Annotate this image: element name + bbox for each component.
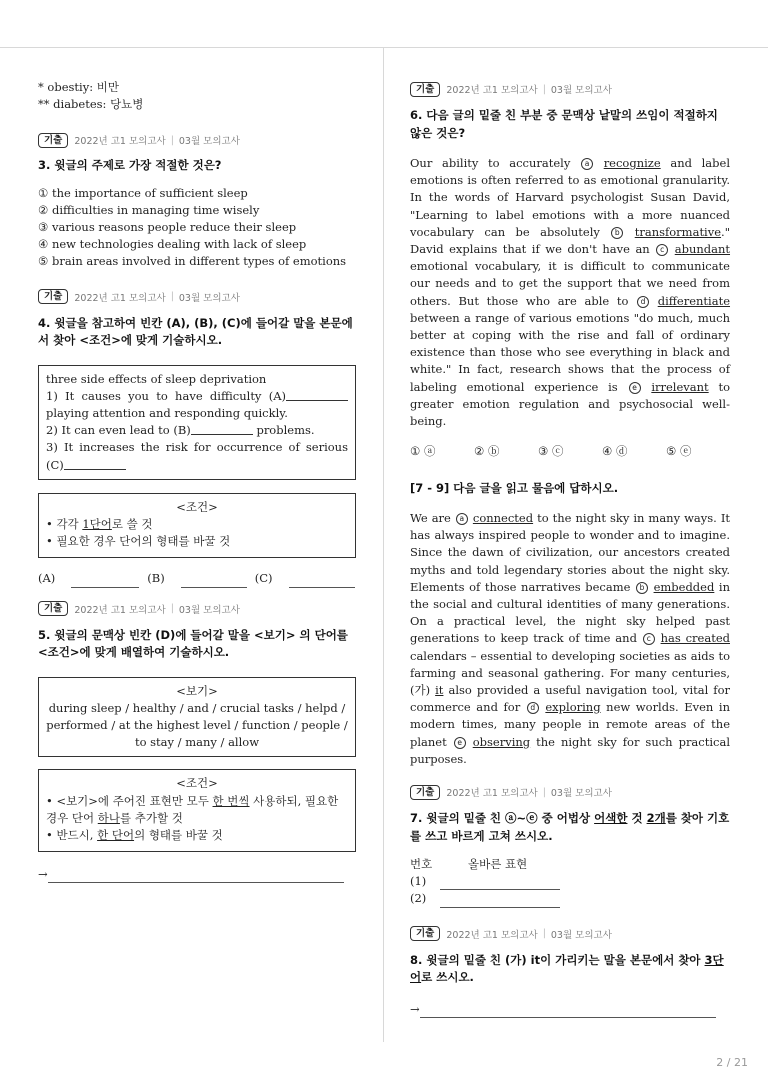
arrow-icon: →: [410, 1001, 420, 1016]
choice: ② difficulties in managing time wisely: [38, 202, 260, 217]
exam-year: 2022년 고1 모의고사: [74, 604, 166, 616]
box-heading: three side effects of sleep deprivation: [46, 371, 267, 386]
exam-year: 2022년 고1 모의고사: [74, 136, 166, 147]
answer-line[interactable]: [440, 877, 560, 890]
answer-blank-c[interactable]: [289, 575, 355, 588]
question-8-title: 8. 윗글의 밑줄 친 (가) it이 가리키는 말을 본문에서 찾아 3단어로 쓰시오.: [410, 952, 724, 985]
exam-month: 03월 모의고사: [550, 929, 612, 941]
box-line: 2) It can even lead to (B) problems.: [46, 423, 315, 438]
right-column: [410, 60, 730, 1018]
choice[interactable]: ① ⓐ: [410, 444, 436, 459]
choice[interactable]: ② ⓑ: [474, 444, 500, 459]
question-5-title: 5. 윗글의 문맥상 빈칸 (D)에 들어갈 말을 <보기> 의 단어를 <조건>에 맞게 배열하여 기술하시오.: [38, 627, 348, 660]
column-divider: [383, 48, 384, 1042]
table-header: [410, 856, 730, 873]
choice[interactable]: ④ ⓓ: [602, 444, 628, 459]
exam-badge: 기출: [38, 289, 68, 304]
exam-badge: 기출: [410, 82, 440, 97]
exam-month: 03월 모의고사: [178, 292, 240, 304]
question-4-title: 4. 윗글을 참고하여 빈칸 (A), (B), (C)에 들어갈 말을 본문에서 찾아 <조건>에 맞게 기술하시오.: [38, 315, 353, 348]
condition: • 반드시, 한 단어의 형태를 바꿀 것: [46, 827, 223, 842]
exam-badge: 기출: [410, 926, 440, 941]
answer-label-b: (B): [147, 571, 165, 586]
source-tag: 기출 2022년 고1 모의고사 | 03월 모의고사: [410, 81, 730, 97]
question-5-answer-row: [38, 866, 356, 883]
question-4-box: [38, 365, 356, 480]
exam-badge: 기출: [410, 785, 440, 800]
choice[interactable]: ⑤ ⓔ: [666, 444, 692, 459]
answer-label-c: (C): [254, 571, 273, 586]
answer-label-a: (A): [38, 571, 56, 586]
question-4-answer-row: [38, 570, 356, 587]
exam-year: 2022년 고1 모의고사: [446, 929, 538, 941]
answer-line[interactable]: [48, 870, 344, 883]
condition: • 필요한 경우 단어의 형태를 바꿀 것: [46, 534, 231, 549]
answer-blank-a[interactable]: [71, 575, 139, 588]
column-number: 번호: [410, 857, 433, 871]
exam-month: 03월 모의고사: [178, 136, 240, 147]
source-tag: 기출 2022년 고1 모의고사 | 03월 모의고사: [410, 784, 730, 800]
exam-year: 2022년 고1 모의고사: [446, 85, 538, 96]
questions-7-9-passage: We are a connected to the night sky in many ways. It has always inspired people to wonder and to imagine. Since the dawn of civilization, our ancestors created myths and told legendary stories about the night sky. Elements of those narratives became b embedded in the social and cultural identities of many generations. On a practical level, the night sky helped past generations to keep track of time and c has created calendars – essential to developing societies as aids to farming and seasonal gathering. For many centuries, (가) it also provided a useful navigation tool, vital for commerce and for d exploring new worlds. Even in modern times, many people in remote areas of the planet e observing the night sky for such practical purposes.: [410, 510, 731, 766]
conditions-title: <조건>: [176, 499, 218, 514]
box-line: 1) It causes you to have difficulty (A) playing attention and responding quickly.: [46, 388, 348, 422]
question-4-conditions: [38, 493, 356, 559]
question-7-answer-table: [410, 856, 730, 908]
source-tag: 기출 2022년 고1 모의고사 | 03월 모의고사: [38, 132, 356, 148]
exam-year: 2022년 고1 모의고사: [446, 788, 538, 799]
question-7-title: 7. 윗글의 밑줄 친 ⓐ~ⓔ 중 어법상 어색한 것 2개를 찾아 기호를 쓰고 바르게 고쳐 쓰시오.: [410, 811, 730, 843]
choice: ① the importance of sufficient sleep: [38, 185, 248, 200]
choice: ③ various reasons people reduce their sleep: [38, 219, 297, 234]
question-6-choices: [410, 443, 730, 460]
question-5-bogi: [38, 677, 356, 758]
question-6-title: 6. 다음 글의 밑줄 친 부분 중 문맥상 낱말의 쓰임이 적절하지 않은 것은?: [410, 108, 718, 140]
condition: • <보기>에 주어진 표현만 모두 한 번씩 사용하되, 필요한 경우 단어 하나를 추가할 것: [46, 793, 339, 825]
condition: • 각각 1단어로 쓸 것: [46, 516, 153, 531]
choice[interactable]: ③ ⓒ: [538, 444, 564, 459]
conditions-title: <조건>: [176, 776, 218, 791]
source-tag: 기출 2022년 고1 모의고사 | 03월 모의고사: [38, 289, 356, 305]
column-correct: 올바른 표현: [468, 857, 528, 871]
exam-month: 03월 모의고사: [550, 788, 612, 799]
exam-badge: 기출: [38, 601, 68, 616]
box-line: 3) It increases the risk for occurrence of serious (C): [46, 440, 348, 472]
choice: ⑤ brain areas involved in different types of emotions: [38, 254, 347, 269]
questions-7-9-heading: [7 - 9] 다음 글을 읽고 물음에 답하시오.: [410, 481, 619, 496]
header-rule: [0, 47, 768, 48]
exam-month: 03월 모의고사: [550, 85, 612, 96]
question-3-choices: [38, 185, 356, 271]
question-3-title: 3. 윗글의 주제로 가장 적절한 것은?: [38, 158, 222, 172]
exam-badge: 기출: [38, 133, 68, 148]
exam-month: 03월 모의고사: [178, 604, 240, 616]
question-6-passage: Our ability to accurately a recognize and label emotions is often referred to as emotional granularity. In the words of Harvard psychologist Susan David, "Learning to label emotions with a more nuanced vocabulary can be absolutely b transformative." David explains that if we don't have an c abundant emotional vocabulary, it is difficult to communicate our needs and to get the support that we need from others. But those who are able to d differentiate between a range of various emotions "do much, much better at coping with the rise and fall of ordinary existence than those who see everything in black and white." In fact, research shows that the process of labeling emotional experience is e irrelevant to greater emotion regulation and psychosocial well-being.: [410, 156, 731, 429]
answer-blank-b[interactable]: [181, 575, 247, 588]
answer-line[interactable]: [440, 895, 560, 908]
table-row: (2): [410, 890, 730, 907]
exam-year: 2022년 고1 모의고사: [74, 292, 166, 304]
left-column: [38, 60, 356, 883]
choice: ④ new technologies dealing with lack of sleep: [38, 237, 307, 252]
bogi-text: during sleep / healthy / and / crucial tasks / helpd / performed / at the highest level / function / people / to stay / many / allow: [46, 700, 348, 750]
bogi-title: <보기>: [176, 683, 218, 698]
question-8-answer-row: [410, 1001, 730, 1018]
source-tag: 기출 2022년 고1 모의고사 | 03월 모의고사: [38, 601, 356, 617]
source-tag: 기출 2022년 고1 모의고사 | 03월 모의고사: [410, 926, 730, 942]
glossary: [38, 79, 356, 113]
answer-line[interactable]: [420, 1005, 716, 1018]
glossary-item: ** diabetes: 당뇨병: [38, 97, 144, 111]
table-row: (1): [410, 873, 730, 890]
arrow-icon: →: [38, 867, 48, 882]
page-number: 2 / 21: [716, 1056, 748, 1069]
glossary-item: * obestiy: 비만: [38, 80, 119, 94]
question-5-conditions: [38, 769, 356, 852]
